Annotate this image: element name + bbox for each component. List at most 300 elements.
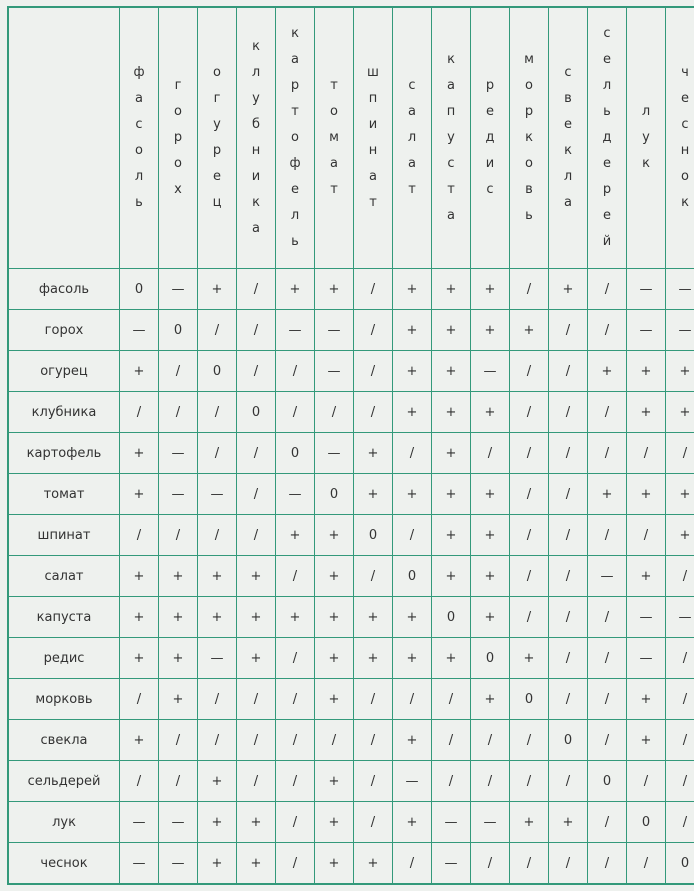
matrix-cell: + [120, 638, 159, 679]
matrix-cell: + [627, 720, 666, 761]
matrix-cell: — [627, 269, 666, 310]
matrix-cell: + [393, 392, 432, 433]
header-letter: о [525, 151, 533, 177]
matrix-cell: + [471, 269, 510, 310]
matrix-cell: — [159, 802, 198, 843]
header-letter: р [213, 138, 221, 164]
header-letter: а [135, 86, 143, 112]
table-row [8, 761, 694, 802]
matrix-cell: + [666, 351, 694, 392]
matrix-cell: + [354, 474, 393, 515]
matrix-cell: / [237, 679, 276, 720]
matrix-cell: / [237, 310, 276, 351]
header-letter: о [213, 60, 221, 86]
matrix-cell: — [666, 269, 694, 310]
matrix-cell: / [627, 843, 666, 885]
table-row [8, 720, 694, 761]
matrix-cell: + [432, 638, 471, 679]
matrix-cell: / [588, 433, 627, 474]
row-header: фасоль [8, 269, 120, 310]
matrix-cell: + [471, 392, 510, 433]
matrix-cell: — [120, 802, 159, 843]
header-letter: к [252, 34, 260, 60]
matrix-cell: / [393, 515, 432, 556]
matrix-cell: — [315, 310, 354, 351]
header-letter: ч [681, 60, 689, 86]
matrix-cell: / [588, 310, 627, 351]
header-letter: а [447, 203, 455, 229]
header-letter: е [564, 112, 572, 138]
matrix-cell: + [627, 474, 666, 515]
header-letter: к [447, 47, 455, 73]
corner-cell [8, 7, 120, 269]
header-letter: с [603, 21, 610, 47]
matrix-cell: + [237, 638, 276, 679]
matrix-cell: + [393, 269, 432, 310]
matrix-cell: / [198, 433, 237, 474]
matrix-cell: / [354, 679, 393, 720]
matrix-cell: 0 [120, 269, 159, 310]
matrix-cell: / [510, 515, 549, 556]
matrix-cell: / [276, 679, 315, 720]
matrix-cell: — [666, 597, 694, 638]
header-letter: а [564, 190, 572, 216]
column-header-letters [627, 8, 665, 268]
header-letter: л [291, 203, 299, 229]
matrix-cell: + [510, 310, 549, 351]
column-header-letters [393, 8, 431, 268]
header-letter: к [642, 151, 650, 177]
matrix-cell: / [666, 720, 694, 761]
matrix-cell: 0 [627, 802, 666, 843]
header-letter: в [525, 177, 533, 203]
matrix-cell: — [315, 433, 354, 474]
matrix-cell: — [276, 474, 315, 515]
matrix-cell: + [315, 269, 354, 310]
matrix-cell: / [471, 843, 510, 885]
column-header [159, 7, 198, 269]
matrix-cell: + [666, 392, 694, 433]
matrix-cell: 0 [432, 597, 471, 638]
header-letter: у [642, 125, 650, 151]
header-letter: о [135, 138, 143, 164]
matrix-cell: / [510, 720, 549, 761]
header-row [8, 7, 694, 269]
header-letter: о [681, 164, 689, 190]
matrix-cell: — [315, 351, 354, 392]
matrix-cell: 0 [276, 433, 315, 474]
header-letter: е [603, 151, 611, 177]
row-header: лук [8, 802, 120, 843]
header-letter: р [525, 99, 533, 125]
matrix-cell: + [510, 802, 549, 843]
matrix-cell: / [549, 556, 588, 597]
header-letter: ф [289, 151, 300, 177]
header-letter: р [486, 73, 494, 99]
matrix-cell: + [315, 843, 354, 885]
header-letter: т [330, 73, 338, 99]
matrix-cell: 0 [588, 761, 627, 802]
row-header: горох [8, 310, 120, 351]
header-letter: е [603, 203, 611, 229]
matrix-cell: / [666, 638, 694, 679]
matrix-cell: + [666, 515, 694, 556]
matrix-cell: + [120, 597, 159, 638]
matrix-cell: 0 [159, 310, 198, 351]
matrix-cell: / [432, 761, 471, 802]
matrix-cell: / [471, 720, 510, 761]
matrix-cell: / [237, 761, 276, 802]
matrix-cell: + [237, 843, 276, 885]
matrix-cell: + [393, 597, 432, 638]
header-letter: а [447, 73, 455, 99]
matrix-cell: + [120, 351, 159, 392]
header-letter: к [564, 138, 572, 164]
matrix-cell: + [432, 392, 471, 433]
column-header-letters [276, 8, 314, 268]
matrix-cell: + [198, 556, 237, 597]
header-letter: а [408, 99, 416, 125]
matrix-cell: / [354, 556, 393, 597]
column-header-letters [588, 8, 626, 268]
row-header: томат [8, 474, 120, 515]
matrix-cell: 0 [666, 843, 694, 885]
matrix-cell: / [510, 474, 549, 515]
header-letter: о [525, 73, 533, 99]
column-header-letters [471, 8, 509, 268]
matrix-cell: + [315, 597, 354, 638]
column-header [627, 7, 666, 269]
matrix-cell: + [432, 433, 471, 474]
matrix-cell: + [393, 351, 432, 392]
matrix-cell: + [393, 638, 432, 679]
row-header: сельдерей [8, 761, 120, 802]
header-letter: р [174, 125, 182, 151]
matrix-cell: + [159, 556, 198, 597]
row-header: клубника [8, 392, 120, 433]
matrix-cell: / [588, 638, 627, 679]
header-letter: ь [135, 190, 143, 216]
header-letter: т [369, 190, 377, 216]
matrix-cell: / [159, 392, 198, 433]
matrix-cell: + [237, 802, 276, 843]
header-letter: н [681, 138, 690, 164]
matrix-cell: / [549, 392, 588, 433]
matrix-cell: + [549, 802, 588, 843]
matrix-cell: / [315, 392, 354, 433]
header-letter: а [252, 216, 260, 242]
matrix-cell: + [471, 310, 510, 351]
table-row [8, 433, 694, 474]
matrix-cell: — [627, 638, 666, 679]
matrix-cell: / [276, 638, 315, 679]
table-row [8, 392, 694, 433]
matrix-cell: / [471, 761, 510, 802]
matrix-cell: + [393, 474, 432, 515]
column-header [276, 7, 315, 269]
matrix-cell: + [666, 474, 694, 515]
matrix-cell: / [666, 433, 694, 474]
header-letter: у [447, 125, 455, 151]
matrix-cell: + [354, 597, 393, 638]
column-header [432, 7, 471, 269]
matrix-cell: — [120, 843, 159, 885]
matrix-cell: — [159, 843, 198, 885]
table-row [8, 269, 694, 310]
matrix-cell: + [393, 720, 432, 761]
matrix-cell: / [159, 720, 198, 761]
header-letter: б [252, 112, 260, 138]
matrix-cell: / [432, 679, 471, 720]
header-letter: с [681, 112, 688, 138]
matrix-cell: + [315, 556, 354, 597]
matrix-cell: + [315, 761, 354, 802]
matrix-cell: / [627, 761, 666, 802]
header-letter: ь [291, 229, 299, 255]
header-letter: т [291, 99, 299, 125]
header-letter: х [174, 177, 182, 203]
header-letter: п [447, 99, 456, 125]
matrix-cell: + [627, 351, 666, 392]
matrix-cell: / [198, 679, 237, 720]
matrix-cell: / [276, 351, 315, 392]
matrix-cell: / [588, 802, 627, 843]
header-letter: г [214, 86, 221, 112]
matrix-cell: / [198, 720, 237, 761]
matrix-cell: + [510, 638, 549, 679]
matrix-cell: + [354, 638, 393, 679]
header-letter: к [525, 125, 533, 151]
row-header: салат [8, 556, 120, 597]
matrix-cell: + [159, 679, 198, 720]
matrix-cell: / [549, 638, 588, 679]
header-letter: е [603, 47, 611, 73]
column-header-letters [159, 8, 197, 268]
header-letter: т [408, 177, 416, 203]
matrix-cell: / [120, 679, 159, 720]
column-header [354, 7, 393, 269]
matrix-cell: + [276, 515, 315, 556]
matrix-cell: + [471, 597, 510, 638]
column-header [237, 7, 276, 269]
matrix-cell: 0 [510, 679, 549, 720]
table-row [8, 474, 694, 515]
matrix-cell: + [159, 638, 198, 679]
row-header: чеснок [8, 843, 120, 885]
matrix-cell: / [159, 351, 198, 392]
matrix-cell: 0 [198, 351, 237, 392]
matrix-cell: + [159, 597, 198, 638]
header-letter: а [369, 164, 377, 190]
matrix-cell: — [432, 802, 471, 843]
table-row [8, 802, 694, 843]
matrix-cell: / [510, 843, 549, 885]
matrix-cell: / [627, 433, 666, 474]
row-header: шпинат [8, 515, 120, 556]
header-letter: с [408, 73, 415, 99]
matrix-cell: / [666, 679, 694, 720]
matrix-cell: + [471, 515, 510, 556]
header-letter: с [486, 177, 493, 203]
matrix-cell: + [432, 351, 471, 392]
table-row [8, 515, 694, 556]
matrix-cell: / [276, 802, 315, 843]
matrix-cell: / [549, 515, 588, 556]
column-header-letters [315, 8, 353, 268]
matrix-cell: / [237, 433, 276, 474]
matrix-cell: — [432, 843, 471, 885]
matrix-cell: — [276, 310, 315, 351]
matrix-cell: / [471, 433, 510, 474]
column-header-letters [432, 8, 470, 268]
matrix-cell: — [159, 433, 198, 474]
matrix-cell: / [354, 269, 393, 310]
row-header: морковь [8, 679, 120, 720]
matrix-cell: / [549, 597, 588, 638]
matrix-cell: / [549, 843, 588, 885]
matrix-cell: / [354, 761, 393, 802]
matrix-cell: / [510, 761, 549, 802]
matrix-cell: / [354, 392, 393, 433]
matrix-cell: / [666, 761, 694, 802]
header-letter: т [447, 177, 455, 203]
matrix-cell: / [159, 515, 198, 556]
matrix-cell: / [354, 310, 393, 351]
header-letter: л [252, 60, 260, 86]
matrix-cell: + [354, 433, 393, 474]
header-letter: о [174, 99, 182, 125]
matrix-cell: / [588, 392, 627, 433]
matrix-cell: / [432, 720, 471, 761]
matrix-cell: / [549, 761, 588, 802]
table-row [8, 351, 694, 392]
matrix-cell: + [432, 556, 471, 597]
header-letter: у [252, 86, 260, 112]
matrix-cell: / [510, 597, 549, 638]
header-letter: е [213, 164, 221, 190]
row-header: капуста [8, 597, 120, 638]
matrix-cell: + [471, 556, 510, 597]
matrix-cell: / [588, 720, 627, 761]
matrix-cell: / [393, 433, 432, 474]
matrix-cell: + [627, 556, 666, 597]
matrix-cell: + [432, 474, 471, 515]
matrix-cell: + [315, 638, 354, 679]
header-letter: м [524, 47, 534, 73]
matrix-cell: + [237, 556, 276, 597]
matrix-cell: / [120, 392, 159, 433]
table-row [8, 597, 694, 638]
matrix-cell: — [198, 638, 237, 679]
column-header-letters [120, 8, 158, 268]
matrix-cell: / [237, 351, 276, 392]
matrix-cell: / [315, 720, 354, 761]
matrix-cell: + [120, 474, 159, 515]
matrix-cell: / [120, 515, 159, 556]
matrix-cell: / [588, 679, 627, 720]
header-letter: н [252, 138, 261, 164]
matrix-cell: / [354, 802, 393, 843]
matrix-cell: / [510, 556, 549, 597]
matrix-cell: 0 [393, 556, 432, 597]
matrix-cell: / [120, 761, 159, 802]
header-letter: л [564, 164, 572, 190]
matrix-cell: / [588, 515, 627, 556]
matrix-cell: / [237, 269, 276, 310]
matrix-cell: — [588, 556, 627, 597]
table-row [8, 843, 694, 885]
matrix-cell: — [627, 310, 666, 351]
matrix-cell: 0 [549, 720, 588, 761]
matrix-cell: — [471, 802, 510, 843]
header-letter: ь [603, 99, 611, 125]
matrix-cell: 0 [354, 515, 393, 556]
matrix-cell: — [393, 761, 432, 802]
matrix-cell: / [510, 269, 549, 310]
matrix-cell: / [198, 310, 237, 351]
header-letter: ф [133, 60, 144, 86]
matrix-cell: / [354, 351, 393, 392]
matrix-cell: + [198, 269, 237, 310]
matrix-cell: / [198, 392, 237, 433]
matrix-cell: / [549, 310, 588, 351]
column-header-letters [198, 8, 236, 268]
matrix-cell: — [159, 474, 198, 515]
matrix-cell: + [393, 802, 432, 843]
column-header-letters [354, 8, 392, 268]
matrix-cell: / [159, 761, 198, 802]
header-letter: л [603, 73, 611, 99]
matrix-cell: / [276, 843, 315, 885]
matrix-cell: + [588, 474, 627, 515]
column-header [120, 7, 159, 269]
matrix-cell: / [237, 515, 276, 556]
column-header [471, 7, 510, 269]
matrix-cell: + [315, 802, 354, 843]
matrix-cell: / [588, 843, 627, 885]
matrix-cell: / [588, 269, 627, 310]
matrix-cell: / [549, 474, 588, 515]
matrix-cell: + [432, 310, 471, 351]
matrix-cell: + [432, 269, 471, 310]
header-letter: е [291, 177, 299, 203]
header-letter: о [174, 151, 182, 177]
matrix-cell: + [198, 761, 237, 802]
header-letter: о [330, 99, 338, 125]
header-letter: с [564, 60, 571, 86]
header-letter: о [291, 125, 299, 151]
matrix-cell: + [315, 515, 354, 556]
matrix-cell: / [198, 515, 237, 556]
matrix-cell: 0 [315, 474, 354, 515]
matrix-cell: — [471, 351, 510, 392]
header-letter: л [408, 125, 416, 151]
matrix-cell: — [159, 269, 198, 310]
column-header-letters [237, 8, 275, 268]
header-letter: в [564, 86, 572, 112]
header-letter: ш [367, 60, 379, 86]
header-letter: а [408, 151, 416, 177]
header-letter: е [681, 86, 689, 112]
matrix-cell: / [354, 720, 393, 761]
table-head [8, 7, 694, 269]
matrix-cell: + [276, 269, 315, 310]
matrix-cell: + [471, 679, 510, 720]
matrix-cell: + [432, 515, 471, 556]
header-letter: н [369, 138, 378, 164]
column-header [549, 7, 588, 269]
table-row [8, 638, 694, 679]
